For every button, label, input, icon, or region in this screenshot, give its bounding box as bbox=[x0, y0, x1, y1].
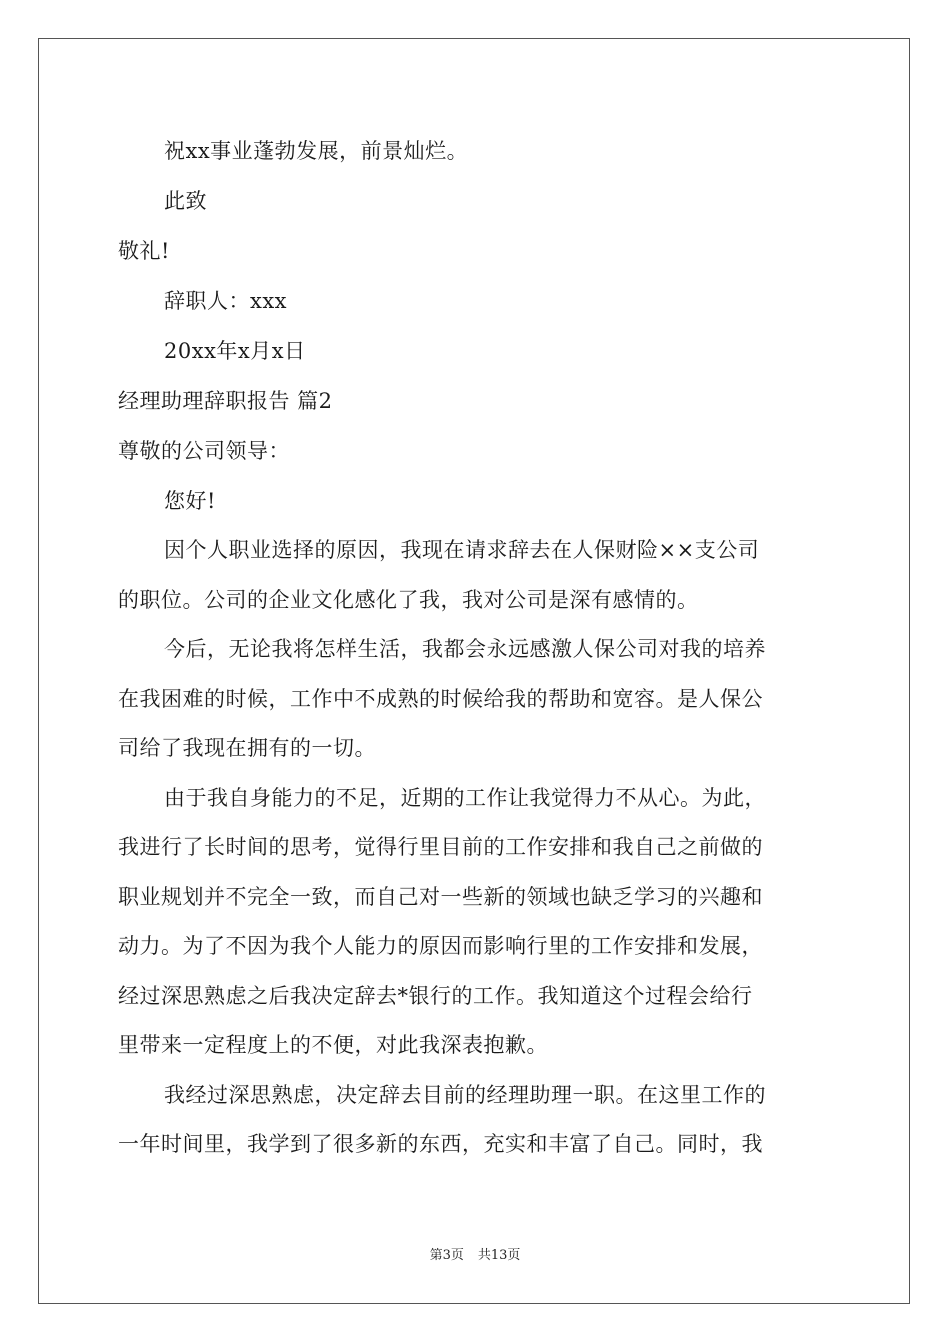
greeting-hello: 您好! bbox=[164, 489, 216, 513]
paragraph-line: 经过深思熟虑之后我决定辞去*银行的工作。我知道这个过程会给行 bbox=[118, 983, 753, 1008]
greeting-addressee: 尊敬的公司领导： bbox=[118, 439, 290, 463]
paragraph-line: 的职位。公司的企业文化感化了我，我对公司是深有感情的。 bbox=[118, 587, 699, 612]
page-footer bbox=[0, 1244, 950, 1263]
section-title: 经理助理辞职报告 篇2 bbox=[118, 389, 333, 413]
paragraph-line: 我经过深思熟虑，决定辞去目前的经理助理一职。在这里工作的 bbox=[164, 1082, 766, 1107]
paragraph-line: 由于我自身能力的不足，近期的工作让我觉得力不从心。为此， bbox=[164, 785, 766, 810]
paragraph-line: 职业规划并不完全一致，而自己对一些新的领域也缺乏学习的兴趣和 bbox=[118, 884, 763, 909]
paragraph-line: 今后，无论我将怎样生活，我都会永远感激人保公司对我的培养 bbox=[164, 637, 766, 661]
closing-wish: 祝xx事业蓬勃发展，前景灿烂。 bbox=[164, 139, 469, 163]
paragraph-line: 我进行了长时间的思考，觉得行里目前的工作安排和我自己之前做的 bbox=[118, 835, 763, 859]
signature-name: 辞职人：xxx bbox=[164, 289, 288, 313]
paragraph-line: 因个人职业选择的原因，我现在请求辞去在人保财险××支公司 bbox=[164, 538, 760, 562]
paragraph-line: 一年时间里，我学到了很多新的东西，充实和丰富了自己。同时，我 bbox=[118, 1132, 763, 1156]
paragraph bbox=[118, 526, 834, 625]
page-current-label: 第3页 bbox=[429, 1248, 464, 1263]
closing-respect: 敬礼! bbox=[118, 239, 170, 263]
paragraph-line: 在我困难的时候，工作中不成熟的时候给我的帮助和宽容。是人保公 bbox=[118, 686, 763, 711]
paragraph bbox=[118, 1071, 834, 1170]
paragraph-line: 动力。为了不因为我个人能力的原因而影响行里的工作安排和发展， bbox=[118, 934, 763, 958]
paragraph bbox=[118, 625, 834, 774]
paragraph-line: 司给了我现在拥有的一切。 bbox=[118, 736, 376, 760]
signature-date: 20xx年x月x日 bbox=[164, 339, 306, 363]
paragraph-line: 里带来一定程度上的不便，对此我深表抱歉。 bbox=[118, 1033, 548, 1057]
paragraph bbox=[118, 774, 834, 1071]
page-total-label: 共13页 bbox=[477, 1248, 521, 1263]
closing-salutation: 此致 bbox=[164, 189, 207, 213]
document-body bbox=[118, 126, 834, 1170]
